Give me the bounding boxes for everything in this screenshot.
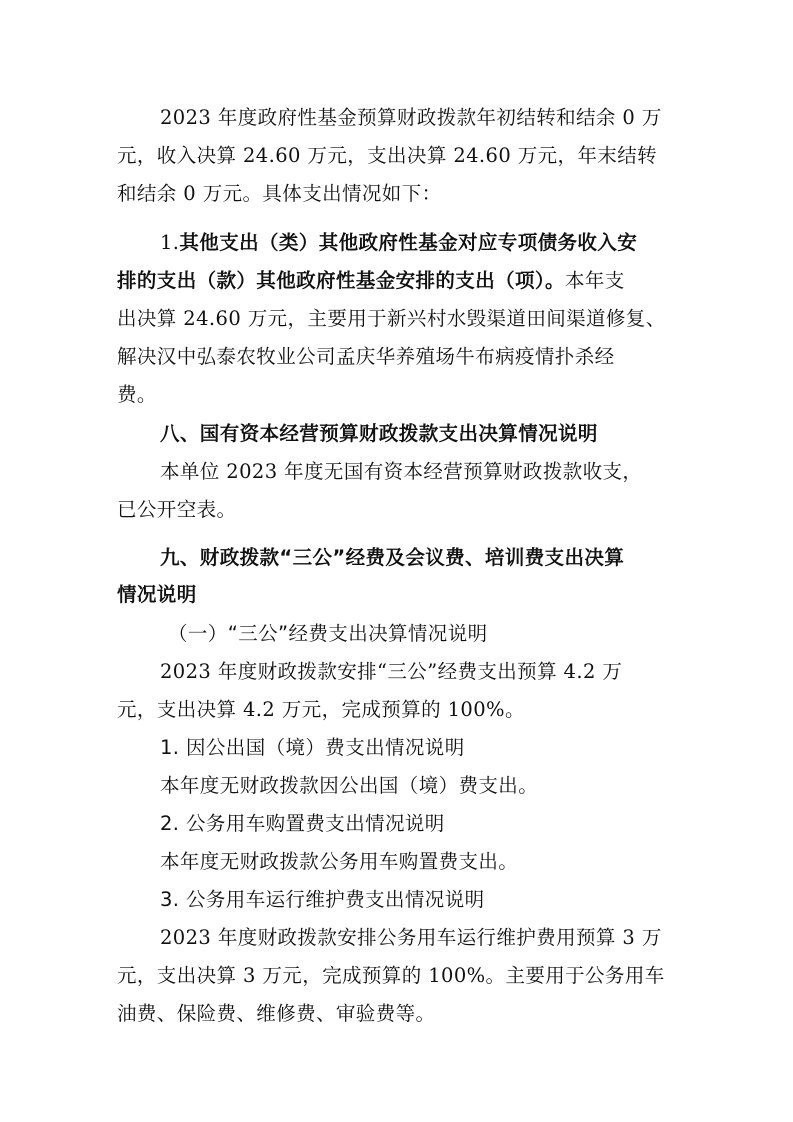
- paragraph-line: 出决算 24.60 万元，主要用于新兴村水毁渠道田间渠道修复、: [117, 307, 666, 330]
- paragraph-line: 元，支出决算 3 万元，完成预算的 100%。主要用于公务用车: [117, 964, 665, 987]
- item-1-line: [0, 230, 793, 256]
- paragraph-line: 本年度无财政拨款公务用车购置费支出。: [160, 850, 519, 873]
- paragraph-line: 元，收入决算 24.60 万元，支出决算 24.60 万元，年末结转: [117, 144, 658, 167]
- paragraph-line: 解决汉中弘泰农牧业公司孟庆华养殖场牛布病疫情扑杀经: [117, 345, 615, 368]
- item-text: 本年支: [564, 269, 625, 292]
- paragraph-line: 油费、保险费、维修费、审验费等。: [117, 1002, 436, 1025]
- paragraph-line: 2023 年度财政拨款安排公务用车运行维护费用预算 3 万: [160, 926, 662, 949]
- section-heading-9: 情况说明: [117, 583, 197, 606]
- paragraph-line: 2023 年度政府性基金预算财政拨款年初结转和结余 0 万: [160, 106, 662, 129]
- item-number: 1.: [160, 231, 180, 254]
- item-heading: 3. 公务用车运行维护费支出情况说明: [160, 888, 485, 911]
- paragraph-line: 本单位 2023 年度无国有资本经营预算财政拨款收支，: [160, 460, 643, 483]
- paragraph-line: 费。: [117, 383, 157, 406]
- item-heading: 1. 因公出国（境）费支出情况说明: [160, 736, 465, 759]
- subsection-heading: （一）“三公”经费支出决算情况说明: [168, 622, 488, 645]
- paragraph-line: 和结余 0 万元。具体支出情况如下：: [117, 182, 442, 205]
- item-heading: 2. 公务用车购置费支出情况说明: [160, 812, 445, 835]
- paragraph-line: 已公开空表。: [117, 498, 237, 521]
- section-heading-8: 八、国有资本经营预算财政拨款支出决算情况说明: [160, 422, 598, 445]
- item-1-line: [0, 268, 793, 294]
- paragraph-line: 本年度无财政拨款因公出国（境）费支出。: [160, 774, 539, 797]
- item-bold-text: 排的支出（款）其他政府性基金安排的支出（项）。: [117, 269, 565, 292]
- paragraph-line: 元，支出决算 4.2 万元，完成预算的 100%。: [117, 698, 525, 721]
- item-bold-text: 其他支出（类）其他政府性基金对应专项债务收入安: [179, 231, 638, 254]
- section-heading-9: 九、财政拨款“三公”经费及会议费、培训费支出决算: [160, 546, 625, 569]
- paragraph-line: 2023 年度财政拨款安排“三公”经费支出预算 4.2 万: [160, 660, 623, 683]
